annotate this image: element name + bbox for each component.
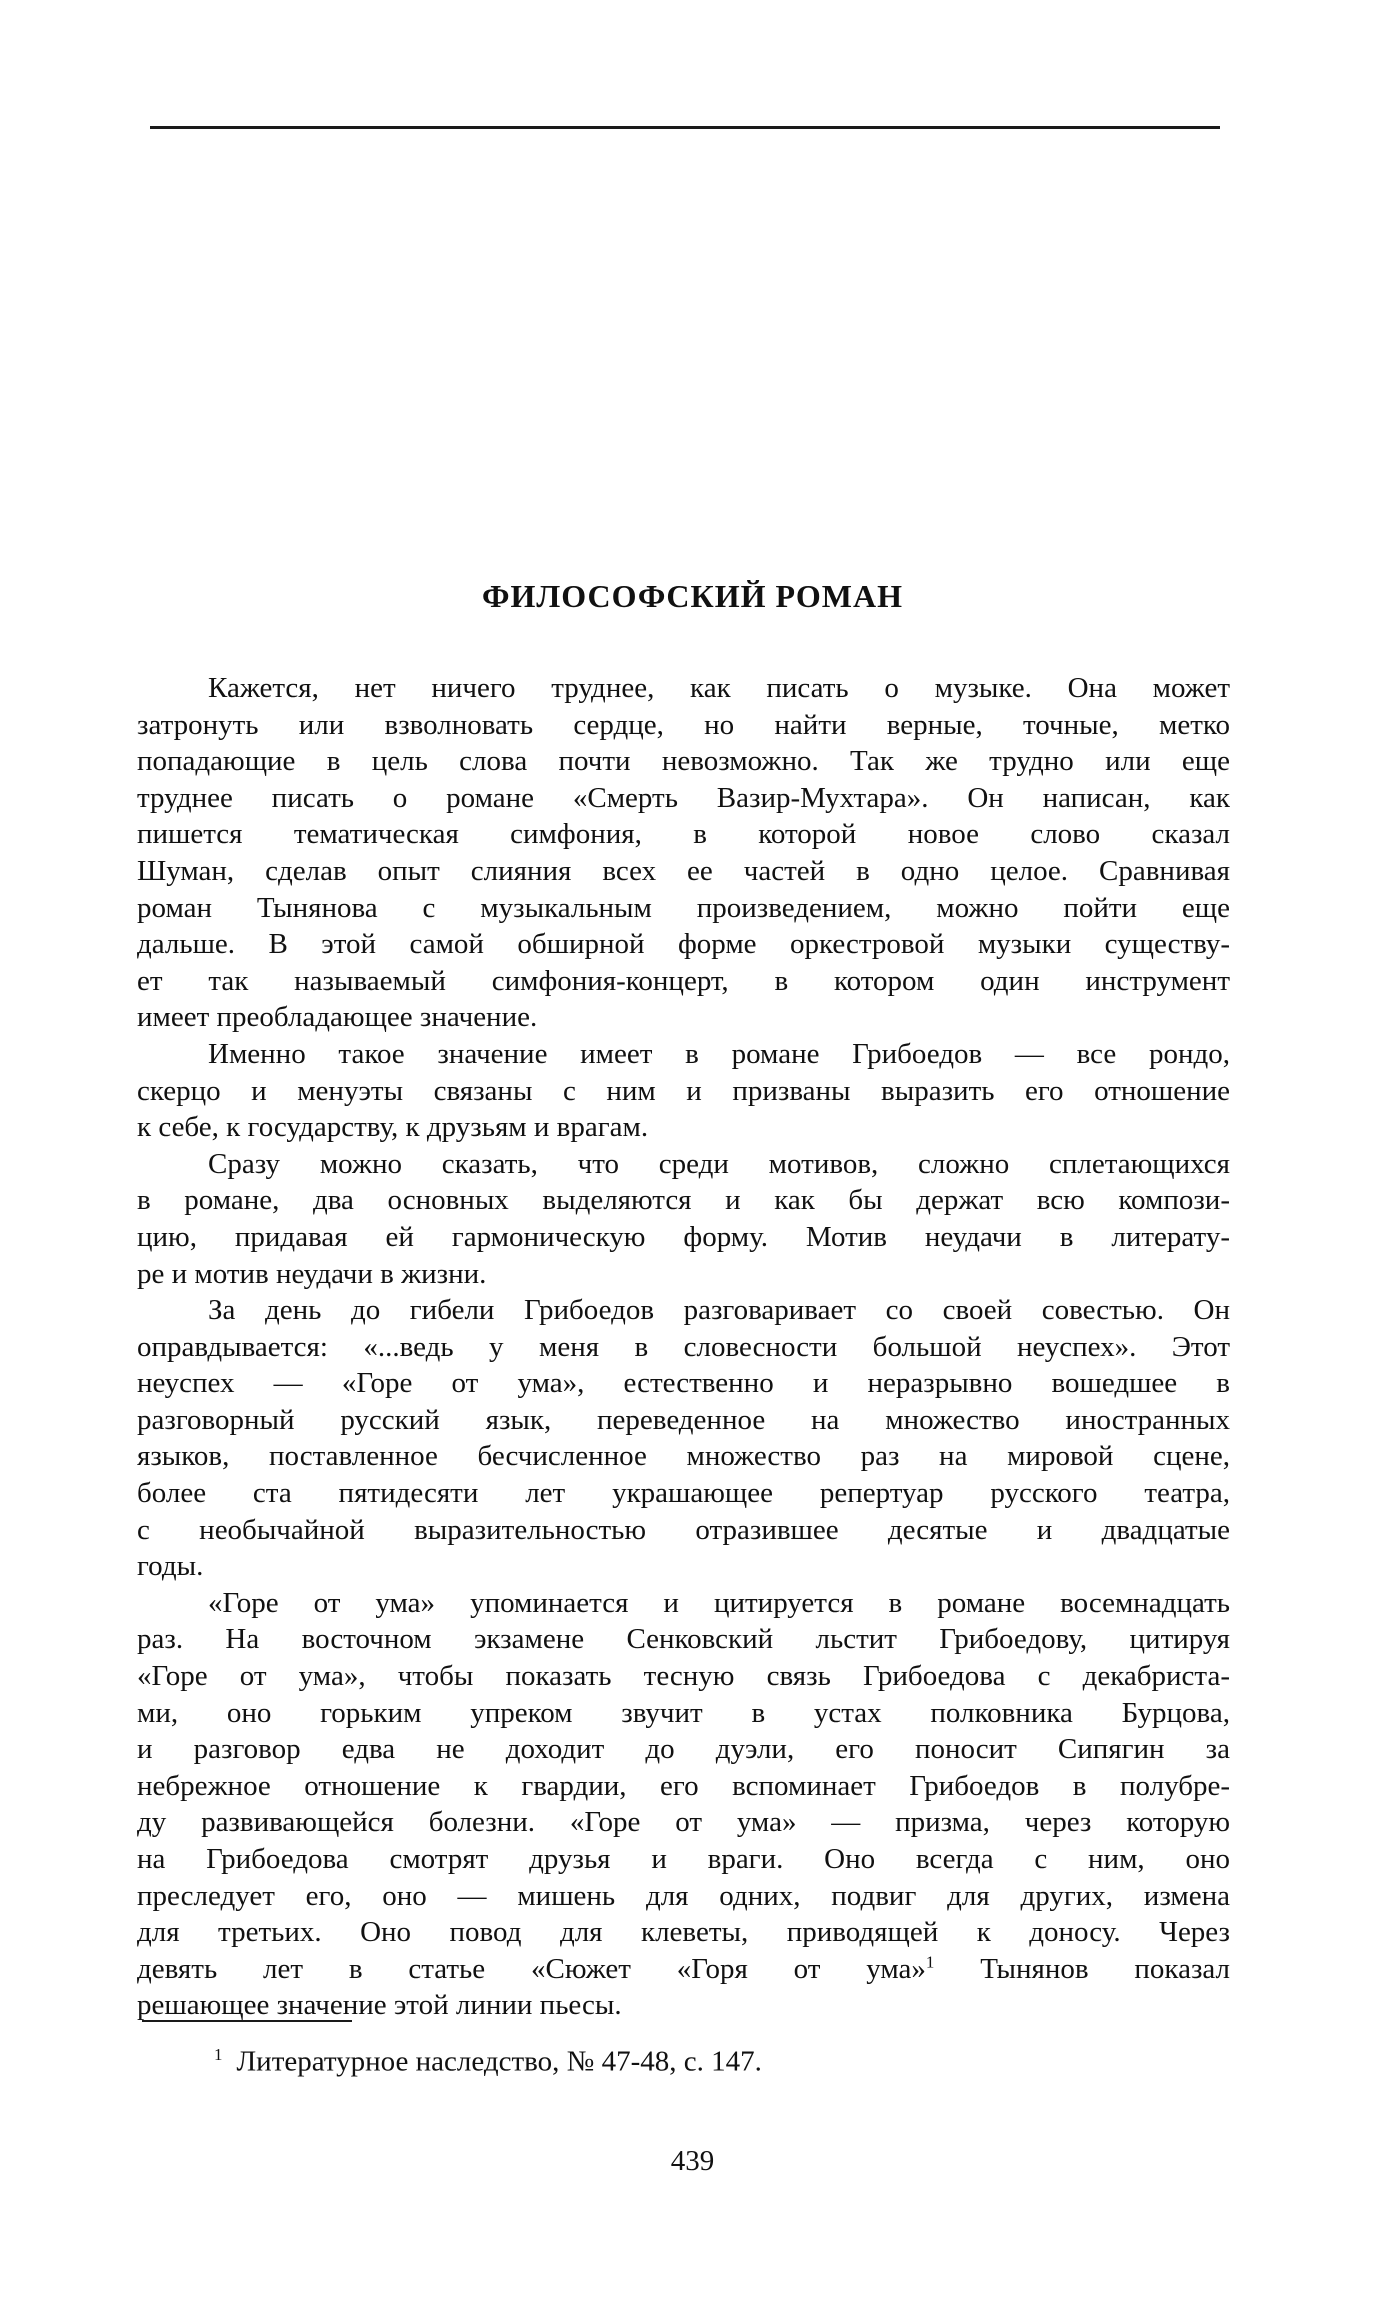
text-fragment: девять лет в статье «Сюжет «Горя от ума» xyxy=(137,1952,926,1985)
footnote-reference[interactable]: 1 xyxy=(925,1952,935,1972)
text-line: Кажется, нет ничего труднее, как писать о музыке. Она может xyxy=(208,672,1230,704)
text-line: разговорный русский язык, переведенное на множество иностранных xyxy=(137,1403,1230,1436)
footnote-mark: 1 xyxy=(214,2045,223,2064)
text-line: языков, поставленное бесчисленное множество раз на мировой сцене, xyxy=(137,1440,1230,1473)
text-line: За день до гибели Грибоедов разговаривает со своей совестью. Он xyxy=(208,1294,1230,1327)
text-line: дальше. В этой самой обширной форме оркестровой музыки существу- xyxy=(137,928,1230,961)
footnote-text: Литературное наследство, № 47-48, с. 147. xyxy=(236,2045,762,2078)
text-line: на Грибоедова смотрят друзья и враги. Оно всегда с ним, оно xyxy=(137,1843,1230,1875)
text-line: «Горе от ума» упоминается и цитируется в романе восемнадцать xyxy=(208,1586,1230,1619)
text-line: пишется тематическая симфония, в которой новое слово сказал xyxy=(137,818,1230,851)
text-line: ми, оно горьким упреком звучит в устах полковника Бурцова, xyxy=(137,1696,1230,1729)
paragraph xyxy=(137,1036,1230,1146)
text-line: для третьих. Оно повод для клеветы, приводящей к доносу. Через xyxy=(137,1916,1230,1949)
text-line: роман Тынянова с музыкальным произведением, можно пойти еще xyxy=(137,891,1230,924)
text-line: «Горе от ума», чтобы показать тесную связь Грибоедова с декабриста- xyxy=(137,1660,1230,1693)
text-line: неуспех — «Горе от ума», естественно и неразрывно вошедшее в xyxy=(137,1367,1230,1400)
text-line: к себе, к государству, к друзьям и врагам. xyxy=(137,1111,649,1144)
text-line: преследует его, оно — мишень для одних, подвиг для других, измена xyxy=(137,1879,1230,1912)
text-line: Сразу можно сказать, что среди мотивов, сложно сплетающихся xyxy=(208,1147,1230,1180)
text-line: ет так называемый симфония-концерт, в котором один инструмент xyxy=(137,964,1230,997)
text-line: и разговор едва не доходит до дуэли, его поносит Сипягин за xyxy=(137,1733,1230,1766)
text-line: имеет преобладающее значение. xyxy=(137,1001,538,1034)
text-line: оправдывается: «...ведь у меня в словесности большой неуспех». Этот xyxy=(137,1330,1230,1363)
text-line: Шуман, сделав опыт слияния всех ее частей в одно целое. Сравнивая xyxy=(137,854,1230,887)
text-line: ду развивающейся болезни. «Горе от ума» — призма, через которую xyxy=(137,1806,1230,1839)
text-line: ре и мотив неудачи в жизни. xyxy=(137,1257,487,1290)
body-text xyxy=(137,670,1230,2024)
paragraph xyxy=(137,670,1230,1036)
text-line: скерцо и менуэты связаны с ним и призваны выразить его отношение xyxy=(137,1074,1230,1107)
paragraph xyxy=(137,1292,1230,1585)
paragraph xyxy=(137,1585,1230,2024)
text-line: более ста пятидесяти лет украшающее репертуар русского театра, xyxy=(137,1477,1230,1510)
text-line: годы. xyxy=(137,1550,204,1583)
paragraph xyxy=(137,1146,1230,1292)
chapter-title: ФИЛОСОФСКИЙ РОМАН xyxy=(482,578,903,614)
text-line: цию, придавая ей гармоническую форму. Мотив неудачи в литерату- xyxy=(137,1220,1230,1253)
top-rule xyxy=(150,126,1220,129)
text-line: с необычайной выразительностью отразившее десятые и двадцатые xyxy=(137,1513,1230,1546)
text-line: Именно такое значение имеет в романе Грибоедов — все рондо, xyxy=(208,1037,1230,1070)
text-fragment: Тынянов показал xyxy=(980,1952,1230,1985)
text-line: труднее писать о романе «Смерть Вазир-Мухтара». Он написан, как xyxy=(137,781,1230,814)
footnote xyxy=(214,2045,762,2079)
text-line: затронуть или взволновать сердце, но найти верные, точные, метко xyxy=(137,708,1230,741)
text-line: небрежное отношение к гвардии, его вспоминает Грибоедов в полубре- xyxy=(137,1769,1230,1802)
text-line: попадающие в цель слова почти невозможно. Так же трудно или еще xyxy=(137,745,1230,778)
footnote-rule xyxy=(142,2020,352,2022)
text-line: раз. На восточном экзамене Сенковский льстит Грибоедову, цитируя xyxy=(137,1623,1230,1656)
text-line-with-footnote-mark xyxy=(137,1951,1230,1988)
text-line: решающее значение этой линии пьесы. xyxy=(137,1989,622,2022)
text-line: в романе, два основных выделяются и как бы держат всю компози- xyxy=(137,1184,1230,1217)
page-number: 439 xyxy=(670,2145,715,2177)
